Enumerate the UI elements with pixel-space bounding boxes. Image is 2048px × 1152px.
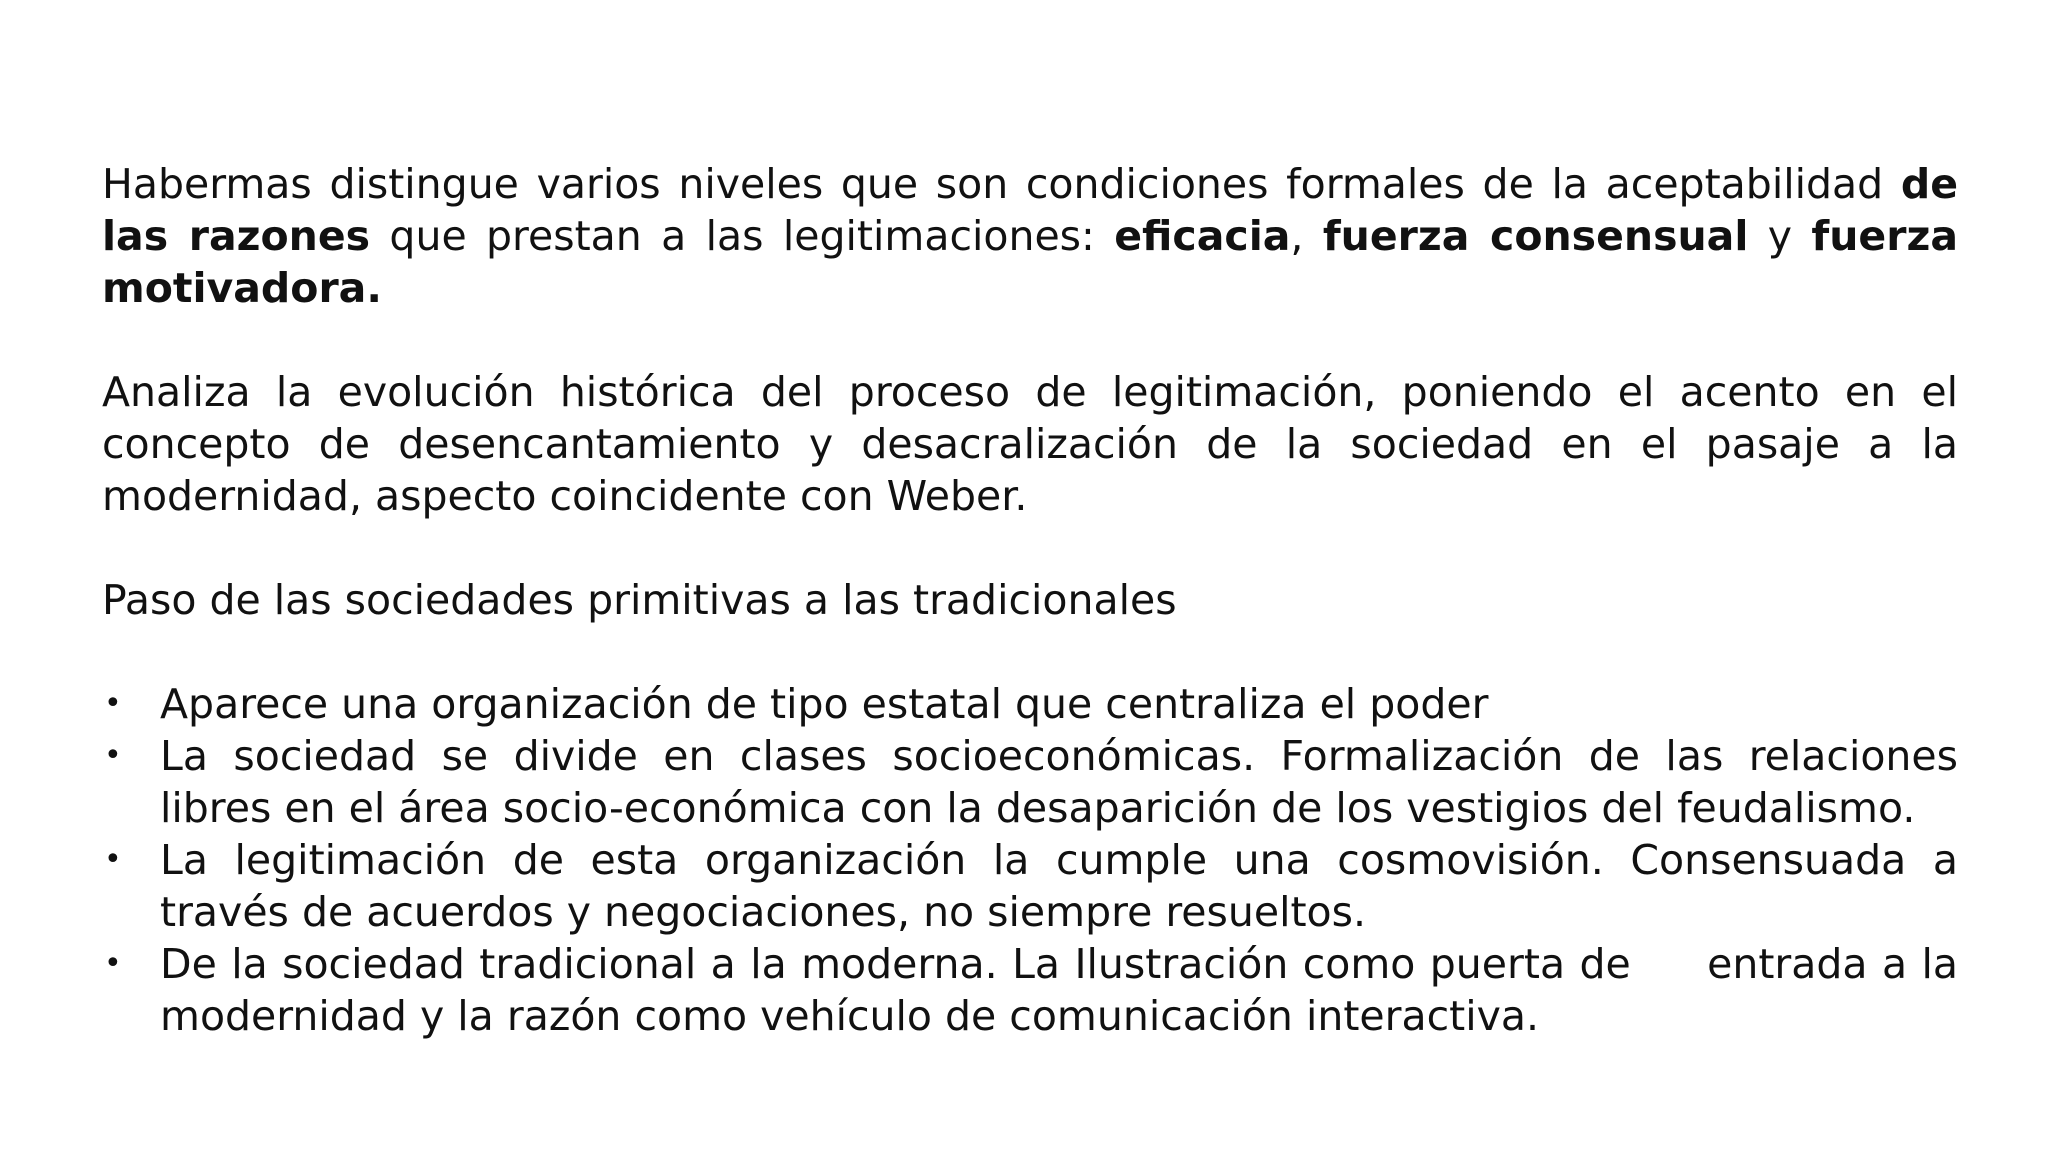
bullet-icon: • bbox=[104, 842, 122, 877]
bold-de-las-razones: de las razones bbox=[102, 160, 1958, 260]
paragraph-habermas bbox=[102, 158, 1958, 314]
paragraph-evolucion: Analiza la evolución histórica del proceso de legitimación, poniendo el acento en el concepto de desencantamiento y desacralización de la sociedad en el pasaje a la modernidad, aspecto coincidente con Weber. bbox=[102, 368, 1958, 520]
bold-fuerza-motivadora: fuerza motivadora. bbox=[102, 212, 1958, 312]
bullet-item bbox=[102, 678, 1958, 730]
text-run: que prestan a las legitimaciones: bbox=[370, 212, 1115, 260]
bullet-text: De la sociedad tradicional a la moderna. La Ilustración como puerta de bbox=[160, 940, 1631, 988]
bullet-text: La sociedad se divide en clases socioeconómicas. Formalización de las relaciones libres en el área socio-económica con la desaparición de los vestigios del feudalismo. bbox=[160, 732, 1958, 832]
bullet-item bbox=[102, 834, 1958, 938]
paragraph-paso: Paso de las sociedades primitivas a las tradicionales bbox=[102, 576, 1177, 624]
spacer bbox=[102, 522, 1958, 574]
bullet-item bbox=[102, 730, 1958, 834]
text-run: y bbox=[1748, 212, 1812, 260]
bullet-item bbox=[102, 938, 1958, 1042]
text-run: , bbox=[1290, 212, 1323, 260]
bullet-icon: • bbox=[104, 686, 122, 721]
bold-eficacia: eficacia bbox=[1114, 212, 1291, 260]
text-run: Habermas distingue varios niveles que son condiciones formales de la aceptabilidad bbox=[102, 160, 1901, 208]
slide-content bbox=[102, 158, 1958, 1042]
spacer bbox=[102, 626, 1958, 678]
bullet-list bbox=[102, 678, 1958, 1042]
bullet-icon: • bbox=[104, 946, 122, 981]
bullet-text: entrada a la modernidad y la razón como vehículo de comunicación interactiva. bbox=[160, 940, 1958, 1040]
bullet-icon: • bbox=[104, 738, 122, 773]
spacer bbox=[102, 314, 1958, 366]
bold-fuerza-consensual: fuerza consensual bbox=[1322, 212, 1749, 260]
bullet-text: La legitimación de esta organización la cumple una cosmovisión. Consensuada a través de acuerdos y negociaciones, no siempre resueltos. bbox=[160, 836, 1958, 936]
bullet-text: Aparece una organización de tipo estatal que centraliza el poder bbox=[160, 680, 1489, 728]
